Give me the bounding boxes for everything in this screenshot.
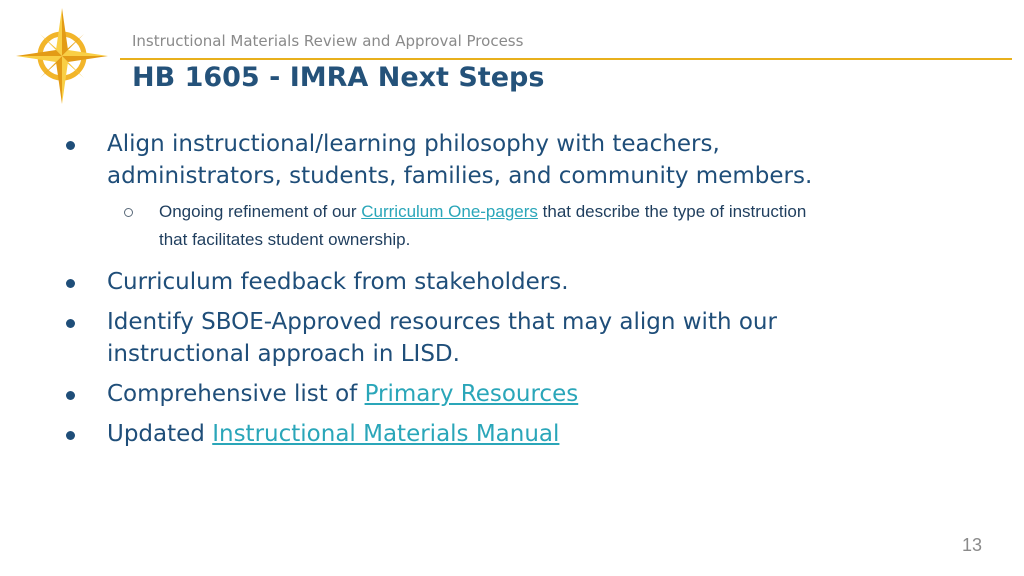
bullet-list: [64, 128, 964, 452]
bullet-text: Comprehensive list of: [107, 381, 365, 407]
bullet-text: instructional approach in LISD.: [107, 341, 460, 367]
bullet-item-feedback: [64, 266, 964, 298]
bullet-item-align-philosophy: [64, 128, 964, 192]
bullet-text: administrators, students, families, and community members.: [107, 163, 813, 189]
sub-bullet-text: Ongoing refinement of our: [159, 202, 362, 221]
hollow-bullet-icon: [124, 208, 133, 217]
bullet-text: Curriculum feedback from stakeholders.: [107, 269, 569, 295]
bullet-item-sboe-resources: [64, 306, 964, 370]
section-subtitle: Instructional Materials Review and Approval Process: [132, 32, 524, 50]
bullet-text: Identify SBOE-Approved resources that may align with our: [107, 309, 777, 335]
sub-bullet-text: that describe the type of instruction that facilitates student ownership.: [159, 202, 807, 249]
bullet-dot-icon: [66, 431, 75, 440]
instructional-materials-manual-link[interactable]: Instructional Materials Manual: [212, 421, 560, 447]
bullet-dot-icon: [66, 391, 75, 400]
sub-bullet-item-one-pagers: [64, 198, 809, 254]
bullet-dot-icon: [66, 279, 75, 288]
bullet-item-primary-resources: [64, 378, 964, 410]
primary-resources-link[interactable]: Primary Resources: [364, 381, 579, 407]
page-number: 13: [961, 535, 982, 555]
page-title: HB 1605 - IMRA Next Steps: [132, 62, 545, 93]
bullet-dot-icon: [66, 141, 75, 150]
bullet-text: Updated: [107, 421, 213, 447]
header-divider: [120, 58, 1012, 60]
compass-star-icon: [14, 6, 110, 106]
curriculum-one-pagers-link[interactable]: Curriculum One-pagers: [361, 202, 538, 221]
bullet-dot-icon: [66, 319, 75, 328]
bullet-item-materials-manual: [64, 418, 964, 450]
bullet-text: Align instructional/learning philosophy with teachers,: [107, 131, 720, 157]
